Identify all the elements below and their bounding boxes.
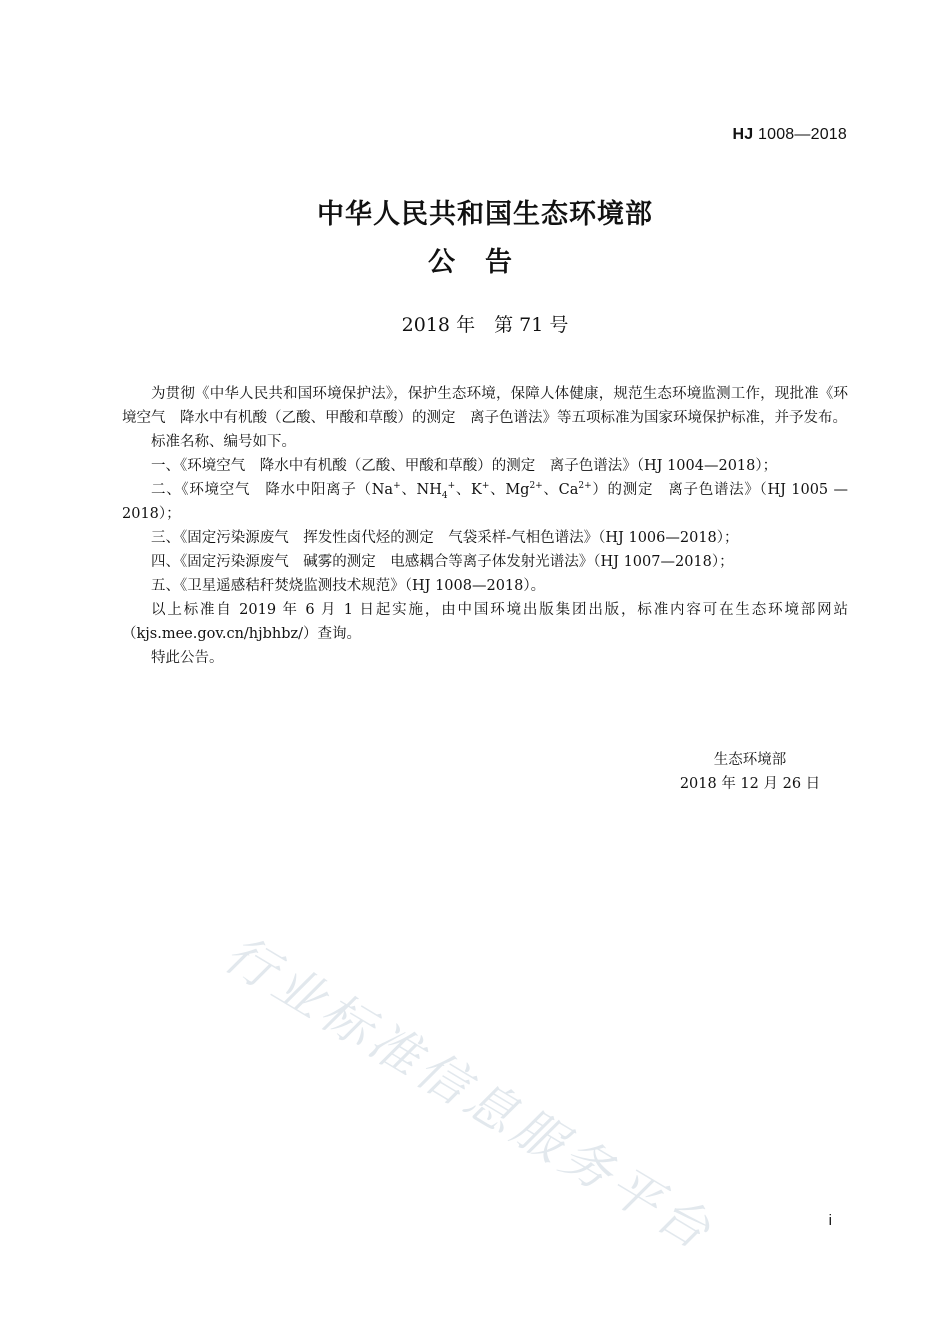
list-item-2-part-e: 、Ca bbox=[542, 482, 579, 498]
magnesium-charge: 2+ bbox=[529, 481, 543, 492]
calcium-charge: 2+ bbox=[578, 481, 592, 492]
list-item-2-part-a: 二、《环境空气 降水中阳离子（Na bbox=[151, 482, 394, 498]
list-item-2 bbox=[122, 478, 848, 526]
implementation-paragraph: 以上标准自 2019 年 6 月 1 日起实施，由中国环境出版集团出版，标准内容可在生态环境部网站（kjs.mee.gov.cn/hjbhbz/）查询。 bbox=[122, 602, 848, 642]
list-item-1: 一、《环境空气 降水中有机酸（乙酸、甲酸和草酸）的测定 离子色谱法》（HJ 1004—2018）； bbox=[151, 458, 778, 474]
intro-paragraph: 为贯彻《中华人民共和国环境保护法》，保护生态环境，保障人体健康，规范生态环境监测工作，现批准《环境空气 降水中有机酸（乙酸、甲酸和草酸）的测定 离子色谱法》等五项标准为国家环境保护标准，并予发布。 bbox=[122, 386, 848, 426]
standard-code-prefix: HJ bbox=[732, 126, 754, 143]
page-subtitle: 公告 bbox=[428, 247, 542, 278]
announcement-body bbox=[122, 382, 848, 670]
list-item-5: 五、《卫星遥感秸秆焚烧监测技术规范》（HJ 1008—2018）。 bbox=[151, 578, 546, 594]
list-item-2-part-b: 、NH bbox=[400, 482, 442, 498]
ammonium-subscript: 4 bbox=[441, 490, 448, 501]
list-item-3: 三、《固定污染源废气 挥发性卤代烃的测定 气袋采样-气相色谱法》（HJ 1006—2018）； bbox=[151, 530, 739, 546]
list-item-2-part-c: 、K bbox=[455, 482, 482, 498]
list-heading: 标准名称、编号如下。 bbox=[151, 434, 296, 450]
signature-org: 生态环境部 bbox=[713, 752, 787, 768]
list-item-4: 四、《固定污染源废气 碱雾的测定 电感耦合等离子体发射光谱法》（HJ 1007—2018）； bbox=[151, 554, 734, 570]
signature-date: 2018 年 12 月 26 日 bbox=[679, 776, 821, 792]
issue-number: 2018 年 第 71 号 bbox=[401, 314, 569, 336]
list-item-2-part-d: 、Mg bbox=[489, 482, 530, 498]
closing-line: 特此公告。 bbox=[151, 650, 224, 666]
watermark-text: 行业标准信息服务平台 bbox=[214, 924, 725, 1263]
sodium-charge: + bbox=[393, 481, 401, 492]
standard-code bbox=[733, 126, 848, 144]
potassium-charge: + bbox=[481, 481, 490, 492]
page-number: i bbox=[828, 1212, 832, 1229]
ammonium-charge: + bbox=[447, 481, 456, 492]
standard-code-number: 1008—2018 bbox=[753, 126, 847, 143]
list-item-2-part-f: ）的测定 离子色谱法》（HJ 1005 —2018）； bbox=[122, 482, 848, 522]
signature-block bbox=[660, 748, 840, 796]
page-title: 中华人民共和国生态环境部 bbox=[317, 199, 653, 230]
